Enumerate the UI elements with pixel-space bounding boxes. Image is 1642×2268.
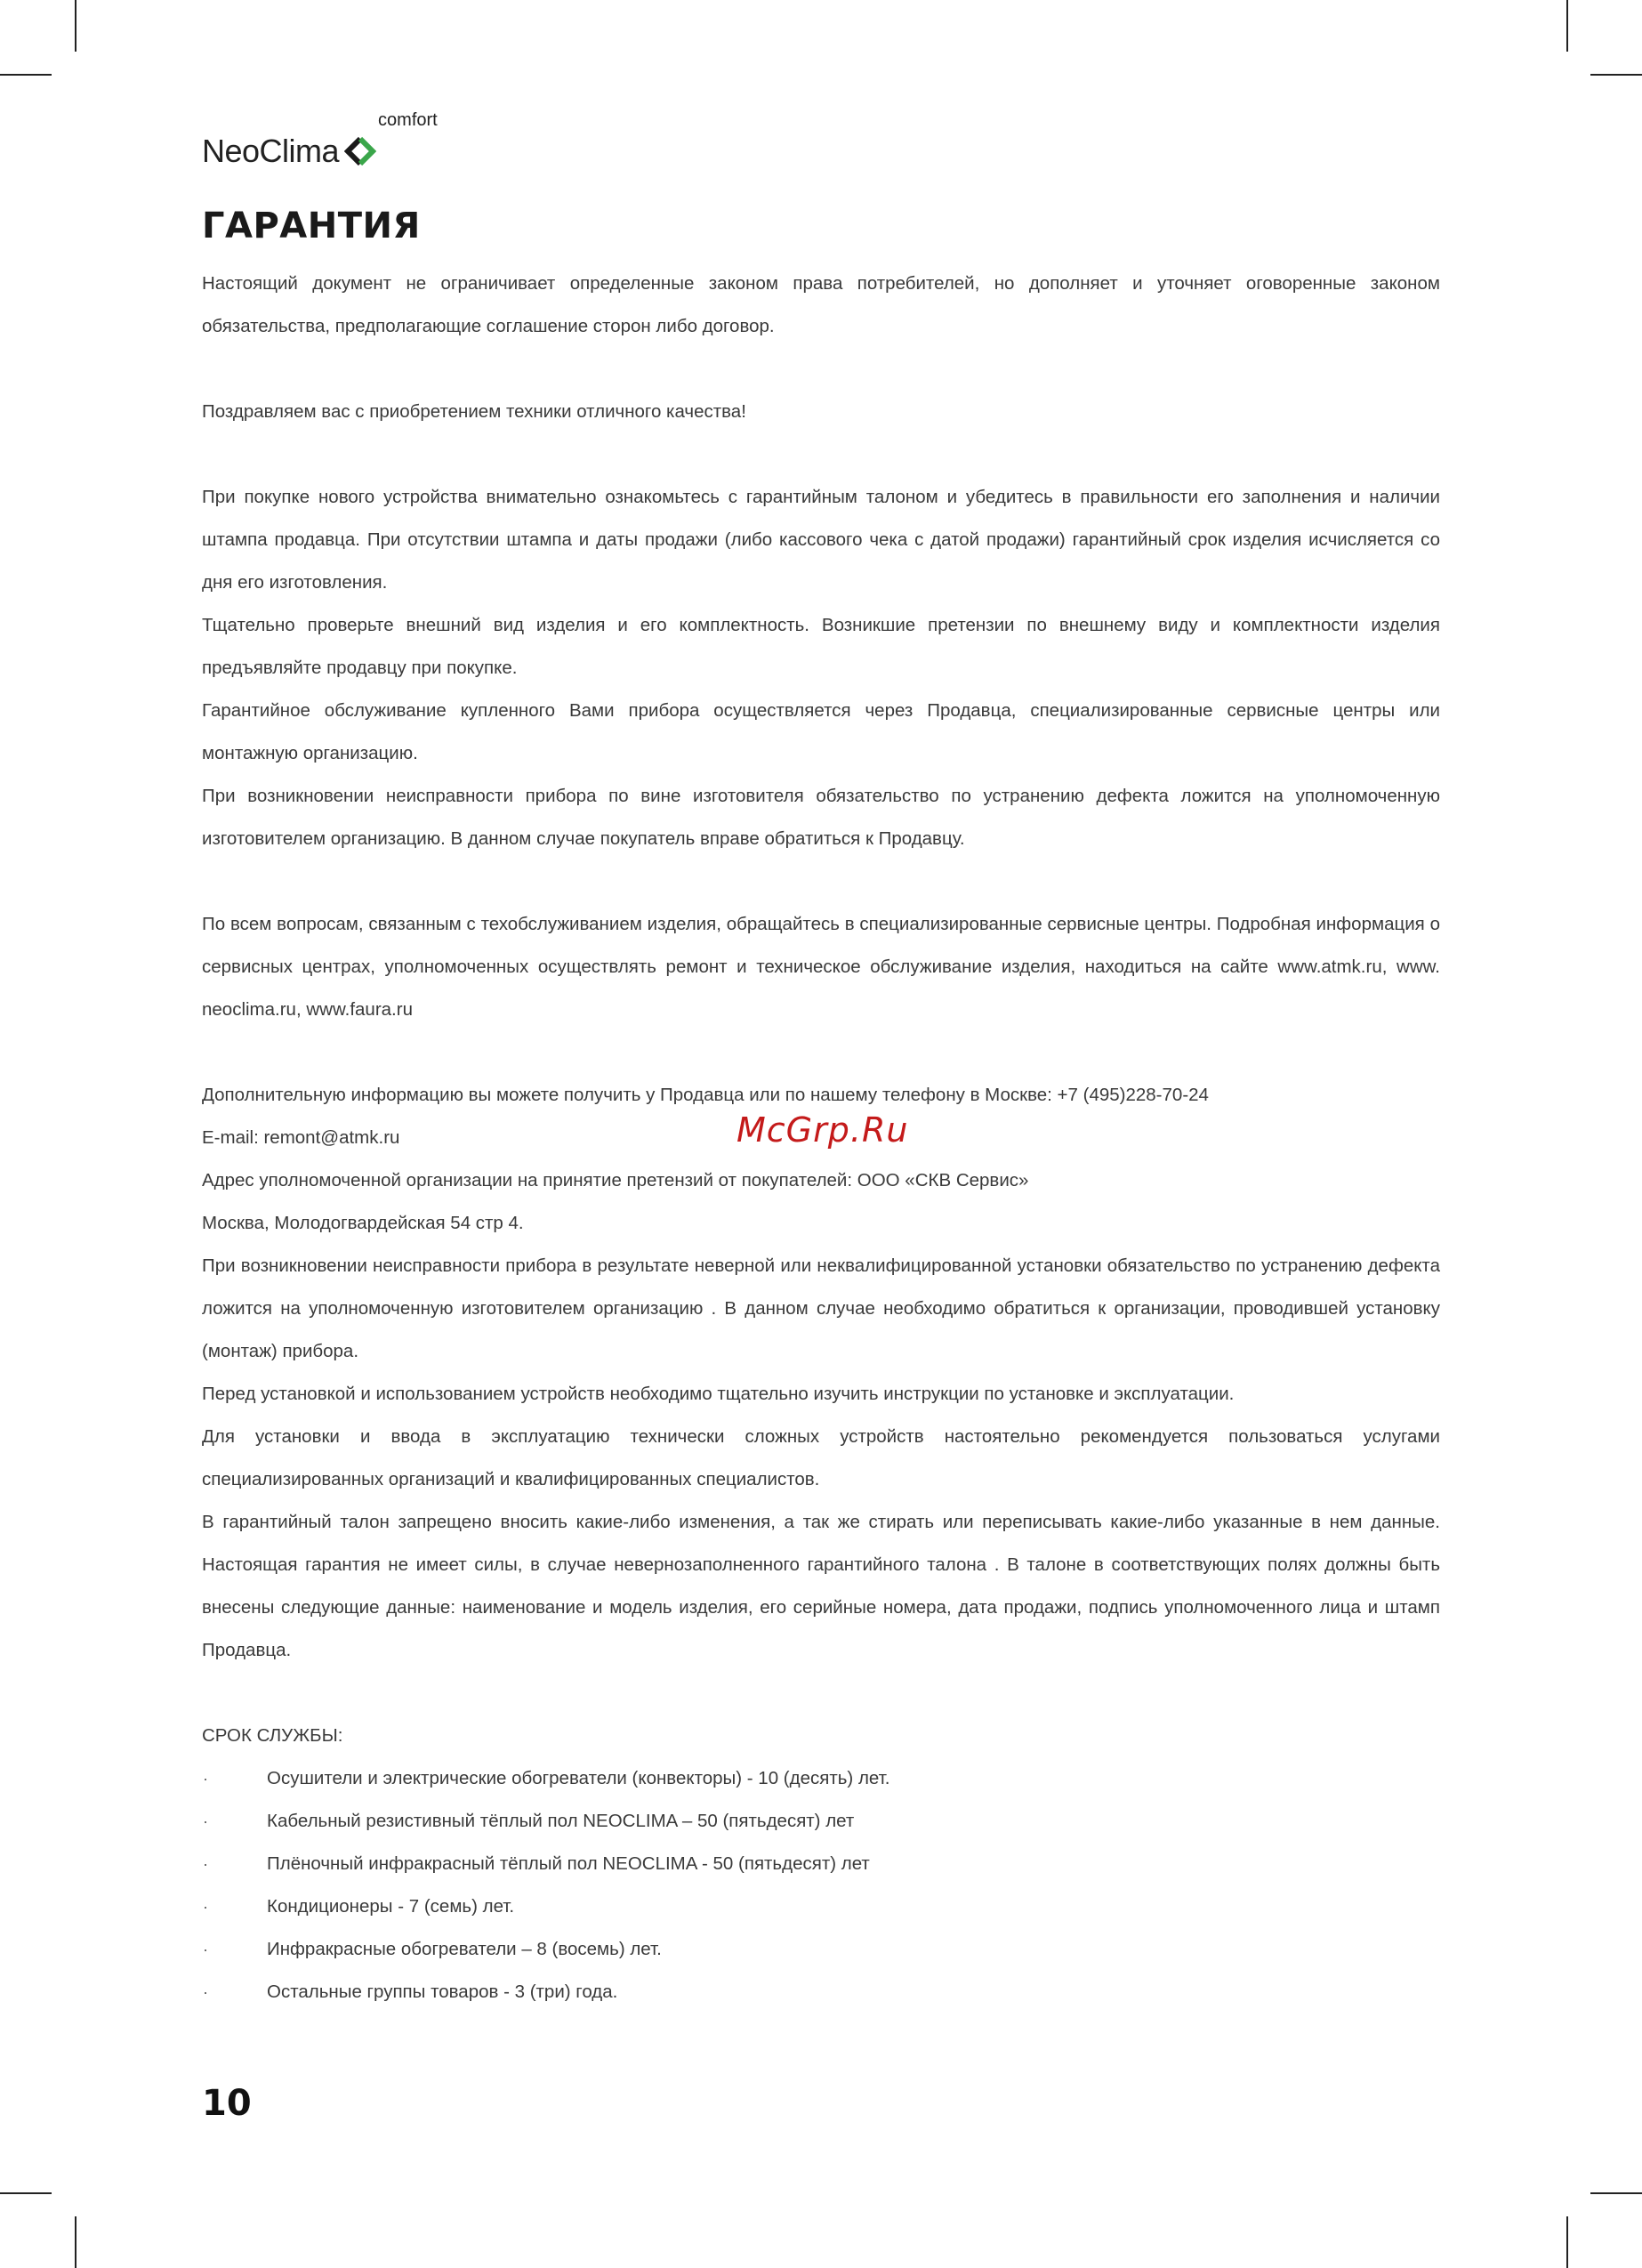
bullet-icon: · (203, 1941, 208, 1958)
bullet-icon: · (203, 1812, 208, 1830)
list-item-text: Остальные группы товаров - 3 (три) года. (267, 1981, 618, 2002)
logo-superscript: comfort (378, 110, 438, 130)
email-line: E-mail: remont@atmk.ru (202, 1127, 400, 1148)
crop-mark (75, 0, 76, 52)
list-item (202, 1885, 1440, 1928)
logo-text: NeoClima (202, 133, 340, 169)
list-item (202, 1843, 1440, 1885)
list-item-text: Инфракрасные обогреватели – 8 (восемь) лет. (267, 1939, 662, 1959)
paragraph: Дополнительную информацию вы можете получить у Продавца или по нашему телефону в Москве: +7 (495)228-70-24 (202, 1085, 1209, 1105)
bullet-icon: · (203, 1855, 208, 1873)
paragraph: Настоящий документ не ограничивает определенные законом права потребителей, но дополняет и уточняет оговоренные законом обязательства, предполагающие соглашение сторон либо договор. (202, 273, 1440, 336)
paragraph: При покупке нового устройства внимательно ознакомьтесь с гарантийным талоном и убедитесь в правильности его заполнения и наличии штампа продавца. При отсутствии штампа и даты продажи (либо кассового чека с датой продажи) гарантийный срок изделия исчисляется со дня его изготовления. (202, 487, 1440, 593)
neoclima-diamond-icon (344, 135, 376, 167)
crop-mark (0, 2192, 52, 2194)
crop-mark (1590, 74, 1642, 76)
crop-mark (75, 2216, 76, 2268)
list-item (202, 1971, 1440, 2014)
paragraph: Адрес уполномоченной организации на принятие претензий от покупателей: ООО «СКВ Сервис» (202, 1170, 1029, 1190)
list-item-text: Плёночный инфракрасный тёплый пол NEOCLIMA - 50 (пятьдесят) лет (267, 1853, 870, 1874)
service-life-list (202, 1757, 1440, 2014)
address-line: Москва, Молодогвардейская 54 стр 4. (202, 1213, 524, 1233)
paragraph: Гарантийное обслуживание купленного Вами прибора осуществляется через Продавца, специализированные сервисные центры или монтажную организацию. (202, 700, 1440, 763)
crop-mark (1566, 2216, 1568, 2268)
page-number: 10 (202, 2083, 252, 2124)
brand-logo (202, 110, 438, 169)
bullet-icon: · (203, 1898, 208, 1916)
list-item-text: Кондиционеры - 7 (семь) лет. (267, 1896, 515, 1917)
watermark-text: McGrp.Ru (736, 1110, 909, 1150)
list-item (202, 1757, 1440, 1800)
page-title: ГАРАНТИЯ (202, 206, 421, 246)
paragraph: Тщательно проверьте внешний вид изделия и его комплектность. Возникшие претензии по внешнему виду и комплектности изделия предъявляйте продавцу при покупке. (202, 615, 1440, 678)
bullet-icon: · (203, 1770, 208, 1788)
paragraph: Перед установкой и использованием устройств необходимо тщательно изучить инструкции по установке и эксплуатации. (202, 1384, 1235, 1404)
paragraph: По всем вопросам, связанным с техобслуживанием изделия, обращайтесь в специализированные сервисные центры. Подробная информация о сервисных центрах, уполномоченных осуществлять ремонт и техническое обслуживание изделия, находиться на сайте www.atmk.ru, www. neoclima.ru, www.faura.ru (202, 914, 1440, 1020)
list-item (202, 1800, 1440, 1843)
list-item (202, 1928, 1440, 1971)
list-item-text: Осушители и электрические обогреватели (конвекторы) - 10 (десять) лет. (267, 1768, 890, 1788)
service-life-heading: СРОК СЛУЖБЫ: (202, 1725, 343, 1746)
paragraph: Поздравляем вас с приобретением техники отличного качества! (202, 401, 746, 422)
bullet-icon: · (203, 1983, 208, 2001)
crop-mark (1566, 0, 1568, 52)
paragraph: В гарантийный талон запрещено вносить какие-либо изменения, а так же стирать или переписывать какие-либо указанные в нем данные. Настоящая гарантия не имеет силы, в случае невернозаполненного гарантийного талона . В талоне в соответствующих полях должны быть внесены следующие данные: наименование и модель изделия, его серийные номера, дата продажи, подпись уполномоченного лица и штамп Продавца. (202, 1512, 1440, 1660)
list-item-text: Кабельный резистивный тёплый пол NEOCLIMA – 50 (пятьдесят) лет (267, 1811, 855, 1831)
crop-mark (0, 74, 52, 76)
paragraph: При возникновении неисправности прибора в результате неверной или неквалифицированной установки обязательство по устранению дефекта ложится на уполномоченную изготовителем организацию . В данном случае необходимо обратиться к организации, проводившей установку (монтаж) прибора. (202, 1255, 1440, 1361)
paragraph: При возникновении неисправности прибора по вине изготовителя обязательство по устранению дефекта ложится на уполномоченную изготовителем организацию. В данном случае покупатель вправе обратиться к Продавцу. (202, 786, 1440, 849)
paragraph: Для установки и ввода в эксплуатацию технически сложных устройств настоятельно рекомендуется пользоваться услугами специализированных организаций и квалифицированных специалистов. (202, 1426, 1440, 1489)
crop-mark (1590, 2192, 1642, 2194)
